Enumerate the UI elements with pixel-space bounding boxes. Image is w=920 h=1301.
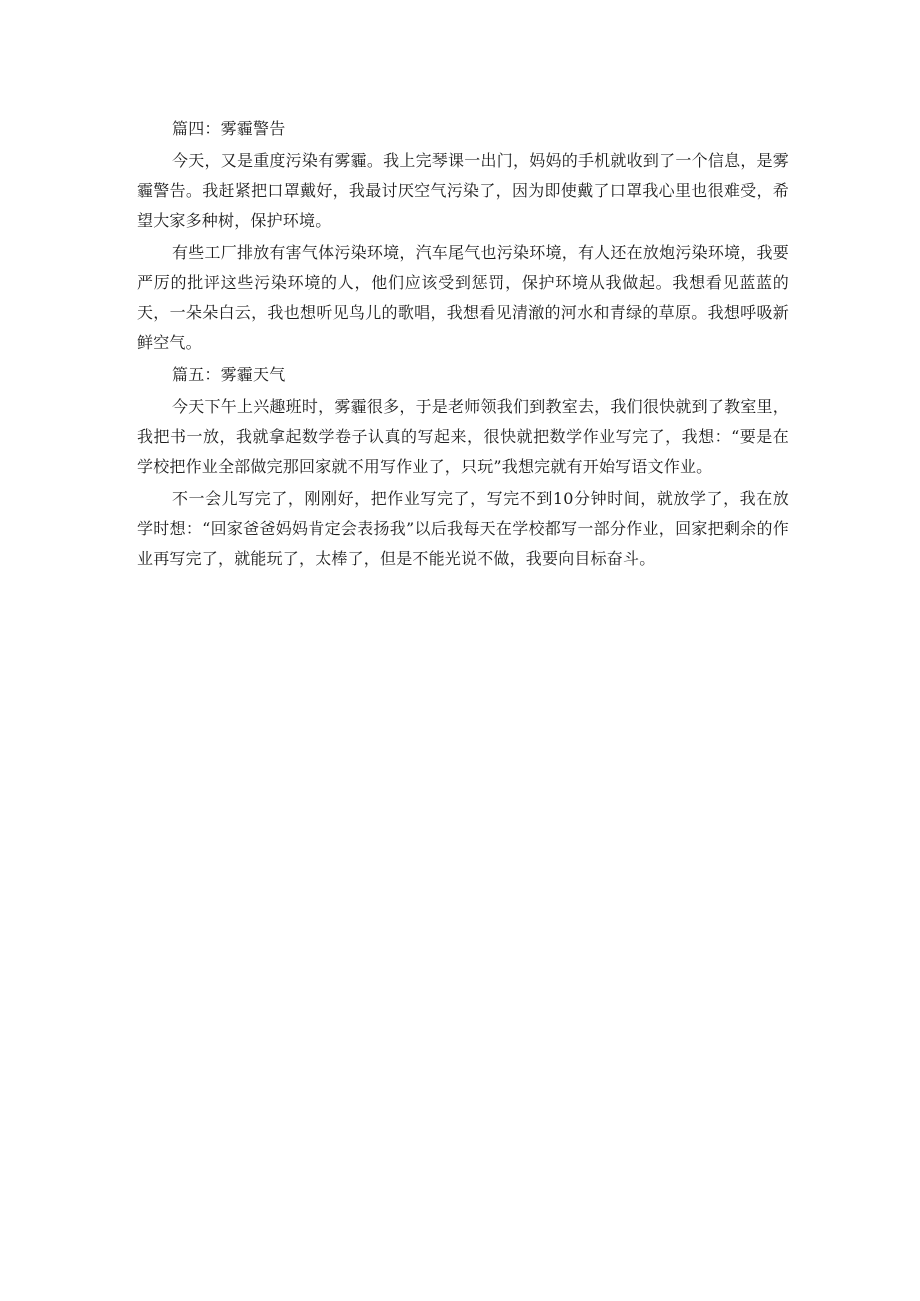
paragraph: 今天下午上兴趣班时，雾霾很多，于是老师领我们到教室去，我们很快就到了教室里，我把书一放，我就拿起数学卷子认真的写起来，很快就把数学作业写完了，我想：“要是在学校把作业全部做完那回家就不用写作业了，只玩”我想完就有开始写语文作业。 — [137, 397, 789, 476]
section-heading-4: 篇四：雾霾警告 — [172, 119, 286, 138]
document-body — [137, 114, 789, 576]
section-heading-5: 篇五：雾霾天气 — [172, 365, 286, 384]
paragraph: 不一会儿写完了，刚刚好，把作业写完了，写完不到10分钟时间，就放学了，我在放学时想：“回家爸爸妈妈肯定会表扬我”以后我每天在学校都写一部分作业，回家把剩余的作业再写完了，就能玩了，太棒了，但是不能光说不做，我要向目标奋斗。 — [137, 489, 789, 568]
paragraph: 有些工厂排放有害气体污染环境，汽车尾气也污染环境，有人还在放炮污染环境，我要严厉的批评这些污染环境的人，他们应该受到惩罚，保护环境从我做起。我想看见蓝蓝的天，一朵朵白云，我也想听见鸟儿的歌唱，我想看见清澈的河水和青绿的草原。我想呼吸新鲜空气。 — [137, 243, 789, 352]
paragraph: 今天，又是重度污染有雾霾。我上完琴课一出门，妈妈的手机就收到了一个信息，是雾霾警告。我赶紧把口罩戴好，我最讨厌空气污染了，因为即使戴了口罩我心里也很难受，希望大家多种树，保护环境。 — [137, 151, 789, 230]
